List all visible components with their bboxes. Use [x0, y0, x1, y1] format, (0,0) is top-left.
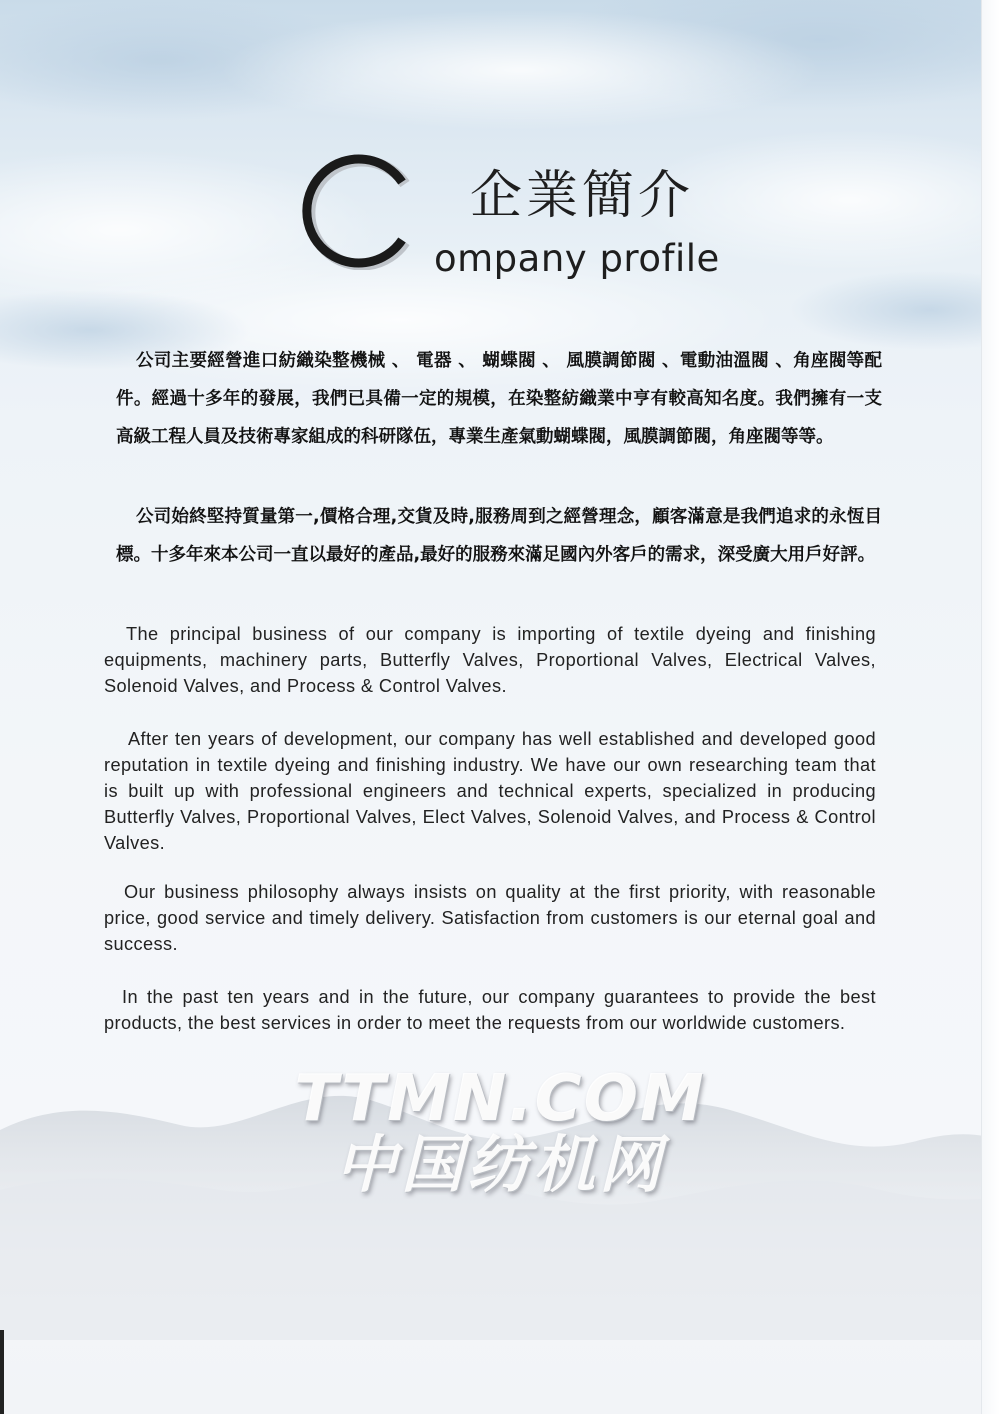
site-watermark	[270, 1062, 730, 1201]
chinese-paragraph-1: 公司主要經營進口紡織染整機械 、 電器 、 蝴蝶閥 、 風膜調節閥 、電動油溫閥 、角座閥等配件。經過十多年的發展，我們已具備一定的規模，在染整紡織業中亨有較高知名度。我們擁有一支高級工程人員及技術專家組成的科研隊伍，專業生產氣動蝴蝶閥，風膜調節閥，角座閥等等。	[116, 351, 882, 447]
binding-edge	[0, 1330, 4, 1414]
logo-c-letter	[298, 152, 416, 270]
english-paragraph-1: The principal business of our company is importing of textile dyeing and finishing equipments, machinery parts, Butterfly Valves, Proportional Valves, Electrical Valves, Solenoid Valves, and Process & Control Valves.	[104, 624, 876, 696]
english-paragraph-3: Our business philosophy always insists on quality at the first priority, with reasonable price, good service and timely delivery. Satisfaction from customers is our eternal goal and success.	[104, 882, 876, 954]
page-title-chinese: 企業簡介	[470, 166, 695, 226]
english-paragraph-2: After ten years of development, our company has well established and developed good reputation in textile dyeing and finishing industry. We have our own researching team that is built up with professional engineers and technical experts, specialized in producing Butterfly Valves, Proportional Valves, Elect Valves, Solenoid Valves, and Process & Control Valves.	[104, 729, 876, 853]
watermark-site-name: 中国纺机网	[334, 1128, 665, 1201]
page-title-english: ompany profile	[434, 237, 720, 280]
chinese-paragraph-2: 公司始終堅持質量第一,價格合理,交貨及時,服務周到之經營理念，顧客滿意是我們追求的永恆目標。十多年來本公司一直以最好的產品,最好的服務來滿足國內外客戶的需求，深受廣大用戶好評。	[116, 507, 882, 565]
english-paragraph-4: In the past ten years and in the future, our company guarantees to provide the best products, the best services in order to meet the requests from our worldwide customers.	[104, 987, 876, 1033]
watermark-url: TTMN.COM	[294, 1062, 706, 1136]
page-right-edge	[981, 0, 1000, 1414]
